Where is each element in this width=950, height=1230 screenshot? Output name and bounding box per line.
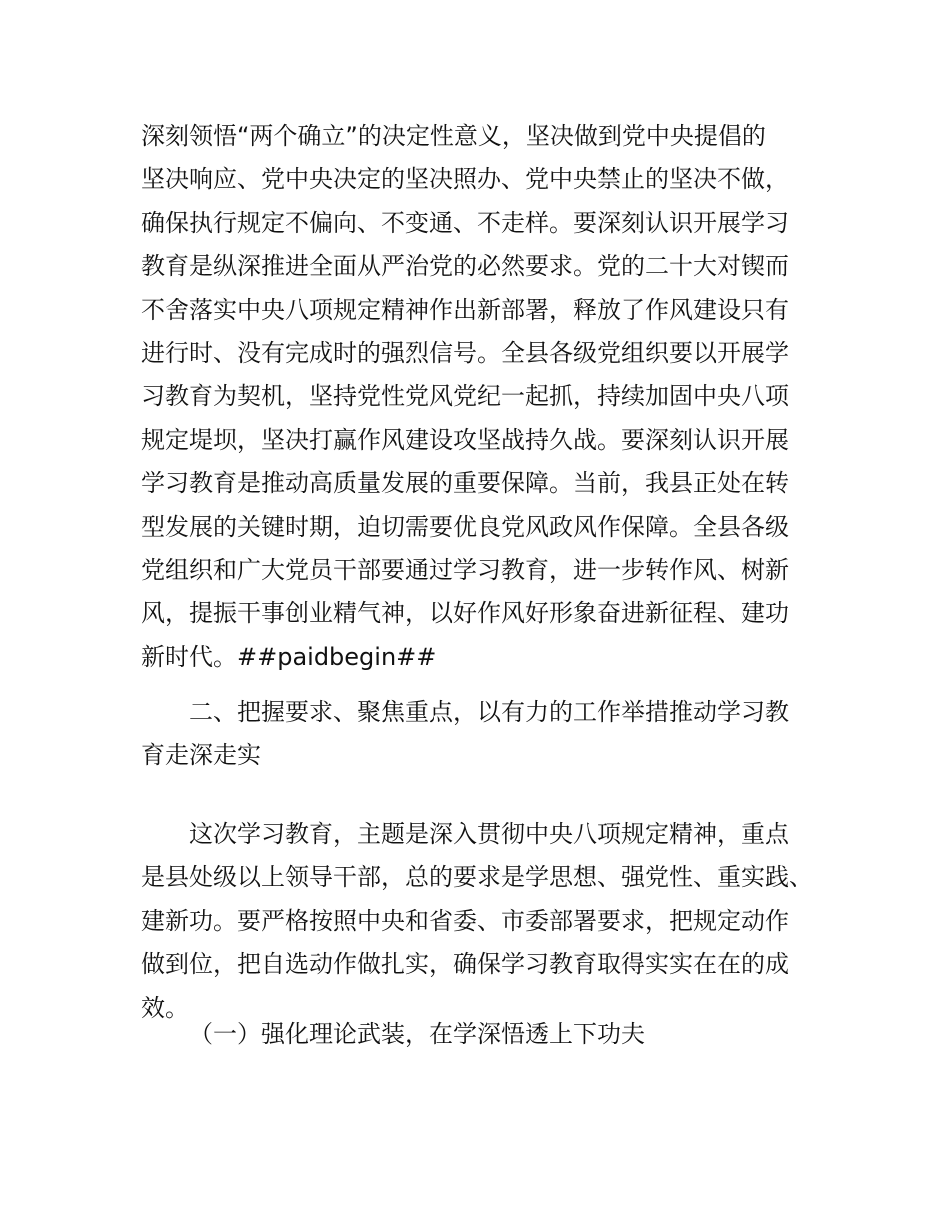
subheading-line: （一）强化理论武装，在学深悟透上下功夫 (189, 1020, 645, 1048)
subheading-1 (141, 1013, 831, 1056)
paragraph-line: 确保执行规定不偏向、不变通、不走样。要深刻认识开展学习 (141, 208, 789, 237)
paragraph-line: 风，提振干事创业精气神，以好作风好形象奋进新征程、建功 (141, 599, 789, 628)
paragraph-line: 型发展的关键时期，迫切需要优良党风政风作保障。全县各级 (141, 512, 789, 541)
paragraph-line: 进行时、没有完成时的强烈信号。全县各级党组织要以开展学 (141, 338, 789, 367)
paragraph-line: 教育是纵深推进全面从严治党的必然要求。党的二十大对锲而 (141, 252, 789, 281)
heading-line: 二、把握要求、聚焦重点，以有力的工作举措推动学习教 (189, 698, 789, 726)
paragraph-line: 党组织和广大党员干部要通过学习教育，进一步转作风、树新 (141, 555, 789, 584)
paragraph-line: 是县处级以上领导干部，总的要求是学思想、强党性、重实践、 (141, 863, 813, 892)
paragraph-line: 学习教育是推动高质量发展的重要保障。当前，我县正处在转 (141, 469, 789, 498)
paragraph-line: 建新功。要严格按照中央和省委、市委部署要求，把规定动作 (141, 906, 789, 935)
paragraph-line: 习教育为契机，坚持党性党风党纪一起抓，持续加固中央八项 (141, 382, 789, 411)
section-heading-2 (141, 691, 831, 778)
paragraph-line: 坚决响应、党中央决定的坚决照办、党中央禁止的坚决不做， (141, 165, 789, 194)
paragraph-line: 做到位，把自选动作做扎实，确保学习教育取得实实在在的成 (141, 950, 789, 979)
body-paragraph-2 (141, 813, 831, 1030)
paragraph-line: 规定堤坝，坚决打赢作风建设攻坚战持久战。要深刻认识开展 (141, 425, 789, 454)
paragraph-line: 深刻领悟“两个确立”的决定性意义，坚决做到党中央提倡的 (141, 122, 766, 150)
paragraph-line: 不舍落实中央八项规定精神作出新部署，释放了作风建设只有 (141, 295, 789, 324)
heading-line: 育走深走实 (141, 741, 261, 770)
paragraph-line: 这次学习教育，主题是深入贯彻中央八项规定精神，重点 (189, 820, 789, 848)
paragraph-line: 效。 (141, 993, 189, 1022)
paragraph-line: 新时代。##paidbegin## (141, 642, 437, 671)
body-paragraph-1 (141, 115, 831, 679)
